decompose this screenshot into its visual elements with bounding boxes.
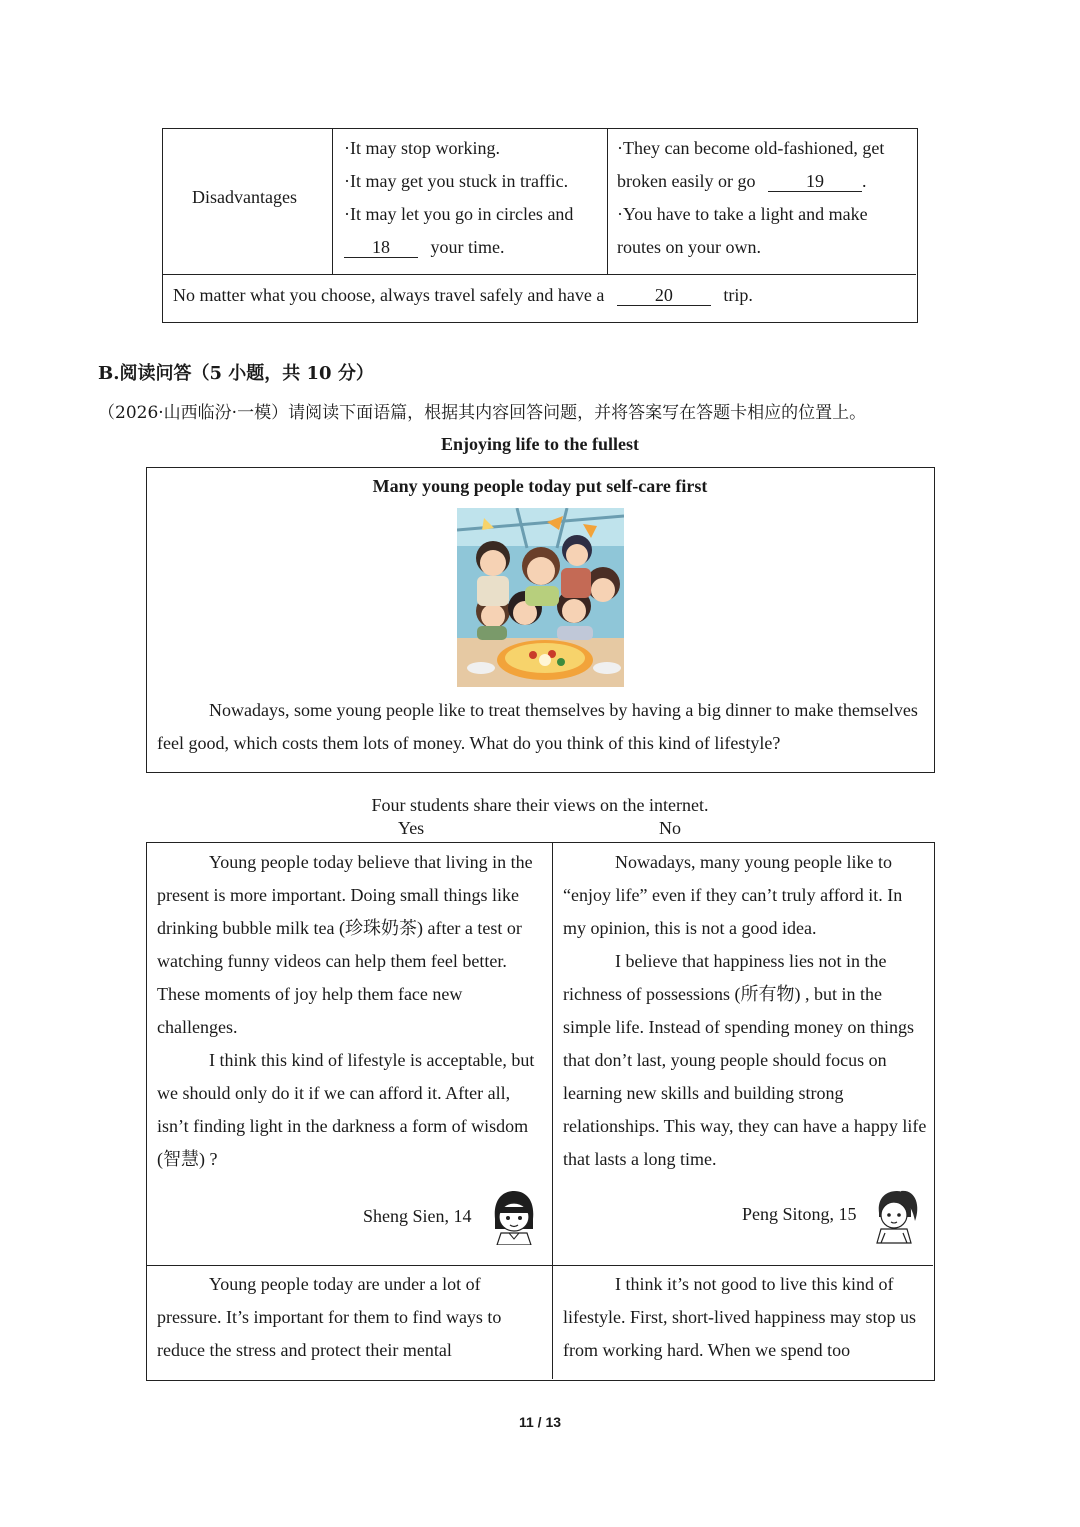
view-paragraph: I believe that happiness lies not in the richness of possessions (所有物) , but in the simple life. Instead of spending money on things that don’t last, young people should focus on learning new skills and building strong relationships. This way, they can have a happy life that lasts a long time. xyxy=(563,951,927,1169)
col1-line-4 xyxy=(344,231,573,264)
footer-suffix: trip. xyxy=(723,285,753,305)
views-caption: Four students share their views on the internet. xyxy=(371,795,709,815)
passage-title: Enjoying life to the fullest xyxy=(441,434,639,454)
girl-avatar-icon xyxy=(489,1189,539,1245)
view-paragraph: I think it’s not good to live this kind of lifestyle. First, short-lived happiness may stop us from working hard. When we spend too xyxy=(563,1274,916,1360)
view-no-2 xyxy=(563,1268,927,1367)
view-paragraph: Nowadays, many young people like to “enjoy life” even if they can’t truly afford it. In my opinion, this is not a good idea. xyxy=(563,852,903,938)
col2-text xyxy=(617,132,884,264)
col1-line: ·It may let you go in circles and xyxy=(344,204,574,224)
author-sheng-sien: Sheng Sien, 14 xyxy=(363,1206,472,1226)
page-number: 11 / 13 xyxy=(518,1414,562,1430)
footer-text: No matter what you choose, always travel safely and have a xyxy=(173,285,605,305)
comparison-table xyxy=(162,128,918,323)
col1-line: ·It may get you stuck in traffic. xyxy=(344,171,569,191)
section-title: B.阅读问答（5 小题，共 10 分） xyxy=(98,363,374,384)
view-paragraph: I think this kind of lifestyle is acceptable, but we should only do it if we can afford it. After all, isn’t finding light in the darkness a form of wisdom (智慧) ? xyxy=(157,1050,535,1169)
col1-text xyxy=(344,132,573,264)
table-divider xyxy=(607,129,608,275)
answer-blank-19[interactable]: 19 xyxy=(768,171,862,192)
col2-line: ·They can become old-fashioned, get xyxy=(617,138,885,158)
view-no-1 xyxy=(563,846,927,1176)
views-table xyxy=(146,842,935,1381)
answer-blank-18[interactable]: 18 xyxy=(344,237,418,258)
view-paragraph: Young people today believe that living in the present is more important. Doing small things like drinking bubble milk tea (珍珠奶茶) after a test or watching funny videos can help them feel better. These moments of joy help them face new challenges. xyxy=(157,852,533,1037)
table-divider xyxy=(332,129,333,275)
intro-heading: Many young people today put self-care first xyxy=(372,476,708,496)
col2-suffix: . xyxy=(861,171,867,191)
intro-paragraph: Nowadays, some young people like to treat themselves by having a big dinner to make themselves feel good, which costs them lots of money. What do you think of this kind of lifestyle? xyxy=(157,700,918,753)
col2-line-2 xyxy=(617,165,884,198)
girl-ponytail-avatar-icon xyxy=(871,1185,921,1245)
view-yes-1 xyxy=(157,846,539,1176)
answer-blank-20[interactable]: 20 xyxy=(617,285,711,306)
col2-prefix: broken easily or go xyxy=(617,171,756,191)
col1-after-blank: your time. xyxy=(430,237,505,257)
col1-line: ·It may stop working. xyxy=(344,138,500,158)
yes-label: Yes xyxy=(398,818,425,838)
table-footer xyxy=(173,279,753,312)
young-people-dinner-illustration xyxy=(457,508,624,687)
no-label: No xyxy=(659,818,681,838)
author-peng-sitong: Peng Sitong, 15 xyxy=(742,1204,857,1224)
view-paragraph: Young people today are under a lot of pressure. It’s important for them to find ways to reduce the stress and protect their mental xyxy=(157,1274,502,1360)
intro-box xyxy=(146,467,935,773)
instruction: （2026·山西临汾·一模）请阅读下面语篇，根据其内容回答问题，并将答案写在答题卡相应的位置上。 xyxy=(98,403,867,423)
table-divider xyxy=(552,843,553,1379)
row-label: Disadvantages xyxy=(192,187,297,207)
col2-line: ·You have to take a light and make xyxy=(617,204,868,224)
col2-line: routes on your own. xyxy=(617,237,761,257)
table-divider xyxy=(147,1265,933,1266)
table-divider xyxy=(163,274,916,275)
view-yes-2 xyxy=(157,1268,539,1367)
